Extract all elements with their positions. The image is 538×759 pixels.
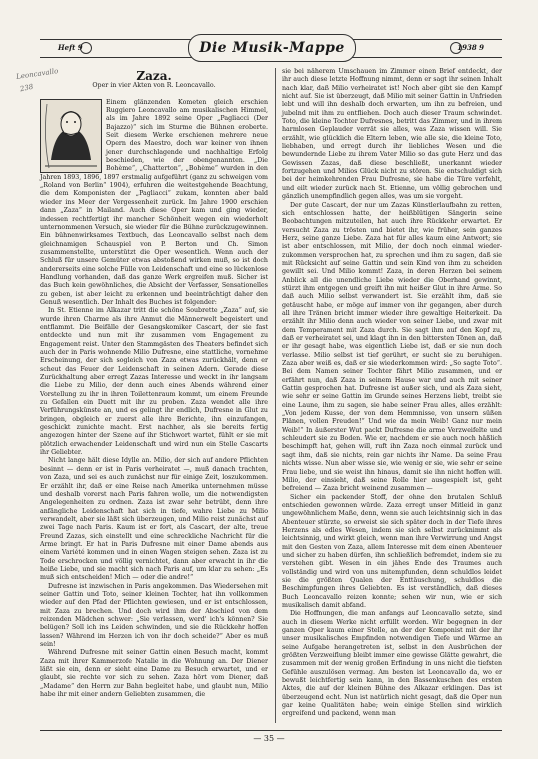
left-column — [40, 68, 268, 699]
issue-year: 1938 9 — [457, 43, 484, 52]
portrait-icon — [41, 100, 101, 172]
paragraph: Die Hoffnungen, die man anfangs auf Leoncavallo setzte, sind auch in diesem Werke nicht erfüllt worden. Wir begegnen in der ganzen Oper kaum einer Stelle, an der der Komponist mit der ihr unser musikalisches Empfinden notwendigen Tiefe und Wärme an seine Aufgabe herangetreten ist, selbst in den Ausbrüchen der größten Verzweiflung bleibt immer eine gewisse Glätte gewahrt, die zusammen mit der wenig großen Erfindung in uns nicht die tiefsten Gefühle auszulösen vermag. Am besten ist Leoncavallo da, wo er bewußt leichtfertig sein kann, in den Bassenkuschen des ersten Aktes, die auf der kleinen Bühne des Alkazar erklingen. Das ist überzeugend echt. Nun ist natürlich nicht gesagt, daß die Oper nun gar keine Qualitäten habe; wein einige Stellen sind wirklich ergreifend und packend, wenn man — [282, 610, 502, 718]
paragraph: Dufresne ist inzwischen in Paris angekommen. Das Wiedersehen mit seiner Gattin und Toto, seiner kleinen Tochter, hat ihn vollkommen wieder auf den Pfad der Pflichten gewiesen, und er ist entschlossen, mit Zaza zu brechen. Und doch wird ihm der Abschied von dem reizenden Mädchen schwer: „Sie verlassen, werd' ich's können? Sie belügen? Soll ich ins Leiden schwinden, und sie die Rückkehr hoffen lassen? Während im Herzen ich von ihr doch scheide?“ Aber es muß sein! — [40, 582, 268, 649]
pencil-annotation: Leoncavallo — [15, 67, 59, 81]
article-title: Zaza. — [136, 69, 172, 83]
paragraph: In St. Etienne im Alkazar tritt die schöne Soubrette „Zaza“ auf, sie wurde ihren Charme als ihre Anmut die Männerwelt begeistert und entflammt. Die Beifälle der Gesangskomiker Cascart, der sie fast entdeckte und nun mit ihr zusammen vom Engagement zu Engagement reist. Unter den Stammgästen des Theaters befindet sich auch der in Paris wohnende Milio Dufresne, eine stattliche, vornehme Erscheinung, der sich sogleich von Zaza etwas zurückhält, denn er scheut das Feuer der Leidenschaft in seinen Adern. Gerade diese Zurückhaltung aber erregt Zazas Interesse und weckt in ihr langsam die Liebe zu Milio, der denn auch eines Abends während einer Vorstellung zu ihr in ihren Toilettenraum kommt, um einem Freunde zu Gefallen ein Duett mit ihr zu proben. Zaza wendet alle ihre Verführungskünste an, und es gelingt ihr endlich, Dufresne in Glut zu bringen, obgleich er zuerst alle ihre Berichte, ihn einzufangen, geschickt zunichte macht. Erst nachher, als sie bereits fertig angezogen hinter der Szene auf ihr Stichwort wartet, fühlt er sie mit plötzlich erwachender Leidenschaft und wird nun ein Stelle Cascarts ihr Geliebter. — [40, 307, 268, 457]
footer-rule — [40, 730, 502, 731]
portrait-illustration — [40, 99, 102, 173]
paragraph: Während Dufresne mit seiner Gattin einen Besuch macht, kommt Zaza mit ihrer Kammerzofe Natalie in die Wohnung an. Der Diener läßt sie ein, denn er sieht eine Dame zu Besuch erwartet, und er glaubt, sie rechte vor sich zu sehen. Zaza hört vom Diener, daß „Madame“ den Herrn zur Bahn begleitet habe, und glaubt nun, Milio habe ihr mit einer andern Geliebten zusammen, die — [40, 649, 268, 699]
right-column — [282, 68, 502, 719]
paragraph: Einem glänzenden Kometen gleich erschien Ruggiero Leoncavallo am musikalischen Himmel, als im Jahre 1892 seine Oper „Pagliacci (Der Bajazzo)“ sich im Sturme die Bühnen eroberte. Seit diesem Werke erschienen mehrere neue Opern des Maestro, doch war keiner von ihnen jener durchschlagende und nachhaltige Erfolg beschieden, wie der obengenannten. „Die Bohème“, „Chatterton“, „Bohème“ wurden in den Jahren 1893, 1896, 1897 erstmalig aufgeführt (ganz zu schweigen vom „Roland von Berlin“ 1904), erfuhren die weitestgehende Beachtung, die dem Komponisten der „Pagliacci“ zukam, konnten aber bald wieder ins Meer der Vergessenheit zurück. Im Jahre 1900 erschien dann „Zaza“ in Mailand. Auch diese Oper kam und ging wieder, indessen rechtfertigt ihr mancher Schönheit wegen ein wiederholt unternommenen Versuch, sie wieder für die Bühne zurückzugewinnen. Ein bühnenwirksames Textbuch, das Leoncavallo selbst nach dem gleichnamigen Schauspiel von P. Berton und Ch. Simon zusammenstellte, unterstützt die Oper wesentlich. Wenn auch der Schluß für unsere Gemüter etwas abstoßend wirken muß, so ist doch andererseits eine solche Fülle von Leidenschaft und eine so lückenlose Handlung vorhanden, daß das ganze Werk ergreifen muß. Sicher ist das Buch kein gewöhnliches, die Absicht der Verfasser, Sensationelles zu geben, ist aber leicht zu erkennen und beeinträchtigt daher den Genuß wesentlich. Der Inhalt des Buches ist folgender: — [40, 98, 268, 306]
issue-label: Heft 9 — [58, 43, 83, 52]
pencil-annotation: 238 — [19, 82, 35, 94]
paragraph: Sicher ein packender Stoff, der ohne den brutalen Schluß entschieden gewonnen würde. Zaza erregt unser Mitleid in ganz ungewöhnlichem Maße, denn, wenn sie auch leichtsinnig sich in das Abenteuer stürzte, so erweist sie sich später doch in der Tiefe ihres Herzens als edles Wesen, indem sie sich selbst zurücknimmt als leichtsinnig, und wirkt gleich, wenn man ihre Verwirrung und Angst mit den Gesten von Zaza, allem Interesse mit dem einen Abenteuer und sicher zu haben dürfen, ihn schließlich befremdet, indem sie zu verstehen gibt. Wesen in ein jähes Ende des Traumes auch vollständig und wird von uns mitempfunden, denn schuldlos leidet sie die größten Qualen der Enttäuschung, schuldlos die Beschimpfungen ihres Geliebten. Es ist verständlich, daß dieses Buch Leoncavallo reizen konnte; sehen wir nun, wie er sich musikalisch damit abfand. — [282, 493, 502, 609]
column-divider — [275, 68, 276, 723]
paragraph: Der gute Cascart, der nur um Zazas Künstlerlaufbahn zu retten, sich entschlossen hatte, der heißblütigen Sängerin seine Beobachtungen mitzuteilen, hat auch ihre Rückkehr erwartet. Er versucht Zaza zu trösten und bietet ihr, wie früher, sein ganzes Herz, seine ganze Liebe. Zaza hat für alles kaum eine Antwort; sie ist aber entschlossen, mit Milio, der doch noch einmal wieder-zukommen versprochen hat, zu sprechen und ihm zu sagen, daß sie mit Rücksicht auf seine Gattin und sein Kind von ihm zu scheiden gewillt sei. Und Milio kommt! Zaza, in deren Herzen bei seinem Anblick all die unendliche Liebe wieder die Oberhand gewinnt, stürzt ihm entgegen und greift ihn mit heißer Glut in ihre Arme. So daß auch Milio selbst verwandert ist. Sie erzählt ihm, daß sie getäuscht habe, er möge auf immer von ihr gegangen, aber durch all ihre Tränen bricht immer wieder ihre gewaltige Heiterkeit. Da erzählt ihr Milio denn auch wieder von seiner Liebe, und zwar mit dem Temperament mit Zaza durch. Sie sagt ihm auf den Kopf zu, daß er verheiratet sei, und klagt ihn in den bittersten Tönen an, daß er ihr gesagt habe, was eigentlich Liebe ist, daß er sie nun doch verlasse. Milio selbst ist tief gerührt, er sucht sie zu beruhigen. Zaza aber weiß es, daß er sie wiederkommen wird: „So sagte Toto“. Bei dem Namen seiner Tochter fährt Milio zusammen, und er erfährt nun, daß Zaza in seinem Hause war und auch mit seiner Gattin gesprochen hat. Dufresne ist außer sich, und als Zaza sieht, wie sehr er seine Gattin im Grunde seines Herzens liebt, treibt sie eine Laune, ihm zu sagen, sie habe seiner Frau alles, alles erzählt: „Von jedem Kusse, der von dem Hemmnisse, von unsern süßen Plänen, vollen Freuden!“ Und wie da mein Weib! Ganz nur mein Weib!“ In äußerster Wut packt Dufresne die arme Verzweifelte und schleudert sie zu Boden. Wie er, nachdem er sie auch noch häßlich beschimpft hat, gehen will, ruft ihn Zaza noch einmal zurück und sagt ihm, daß sie nichts, rein gar nichts ihr Name. Da seine Frau nichts wisse. Nun aber wisse sie, wie wenig er sie, wie sehr er seine Frau liebe, und sie weist ihn hinaus, damit sie ihn nicht hoffen will. Milio, der einsieht, daß seine Rolle hier ausgespielt ist, geht befreiend — Zaza bricht weinend zusammen — — [282, 201, 502, 493]
paragraph: Nicht lange hält diese Idylle an. Milio, der sich auf andere Pflichten besinnt — denn er ist in Paris verheiratet —, muß danach trachten, von Zaza, und sei es auch zunächst nur für einige Zeit, loszukommen. Er erzählt ihr, daß er eine Reise nach Amerika unternehmen müsse und deshalb vorerst nach Paris fahren wolle, um die notwendigsten Angelegenheiten zu ordnen. Zaza ist zwar sehr betrübt, denn ihre anfängliche Leidenschaft hat sich in tiefe, wahre Liebe zu Milio verwandelt, aber sie läßt sich überzeugen, und Milio reist zunächst auf zwei Tage nach Paris. Kaum ist er fort, als Cascart, der alte, treue Freund Zazas, sich einstellt und eine schreckliche Nachricht für die Arme bringt. Er hat in Paris Dufresne mit einer Dame abends aus einem Variété kommen und in einen Wagen steigen sehen. Zaza ist zu Tode erschrocken und völlig vernichtet, dann aber erwacht in ihr die heiße Liebe, und sie macht sich nach Paris auf, um klar zu sehen: „Es muß sich entscheiden! Mich — oder die andre!“ — [40, 457, 268, 582]
page-number: — 35 — — [253, 734, 285, 743]
magazine-title: Die Musik-Mappe — [188, 34, 356, 62]
paragraph: sie bei näherem Umschauen im Zimmer einen Brief entdeckt, der ihr auch diese letzte Hoffnung nimmt, denn er sagt ihr seinen Inhalt nach klar, daß Milio verheiratet ist! Noch aber gibt sie den Kampf nicht auf. Sie ist überzeugt, daß Milio mit seiner Gattin in Unfrieden lebt und will ihn deshalb doch erwarten, um ihn zu befreien, und jubelnd mit ihm zu entfliehen. Doch auch dieser Traum schwindet. Toto, die kleine Tochter Dufresnes, betritt das Zimmer, und in ihrem harmlosen Geplauder verrät sie alles, was Zaza wissen will. Sie erzählt, wie glücklich die Eltern leben, wie alle sie, die kleine Toto, liebhaben, und erregt durch ihr liebliches Wesen und die bewundernde Liebe zu ihrem Vater Milio so das gute Herz und das Gewissen Zazas, daß diese beschließt, unerkannt wieder fortzugehen und Milios Glück nicht zu stören. Sie entschuldigt sich bei der heimkehrenden Frau Dufresne, sie habe die Türe verfehlt, und eilt wieder zurück nach St. Etienne, um völlig gebrochen und gänzlich unempfindlich gegen alles, was um sie vorgeht. — [282, 68, 502, 201]
article-subtitle: Oper in vier Akten von R. Leoncavallo. — [92, 82, 216, 90]
page-header — [40, 32, 502, 62]
